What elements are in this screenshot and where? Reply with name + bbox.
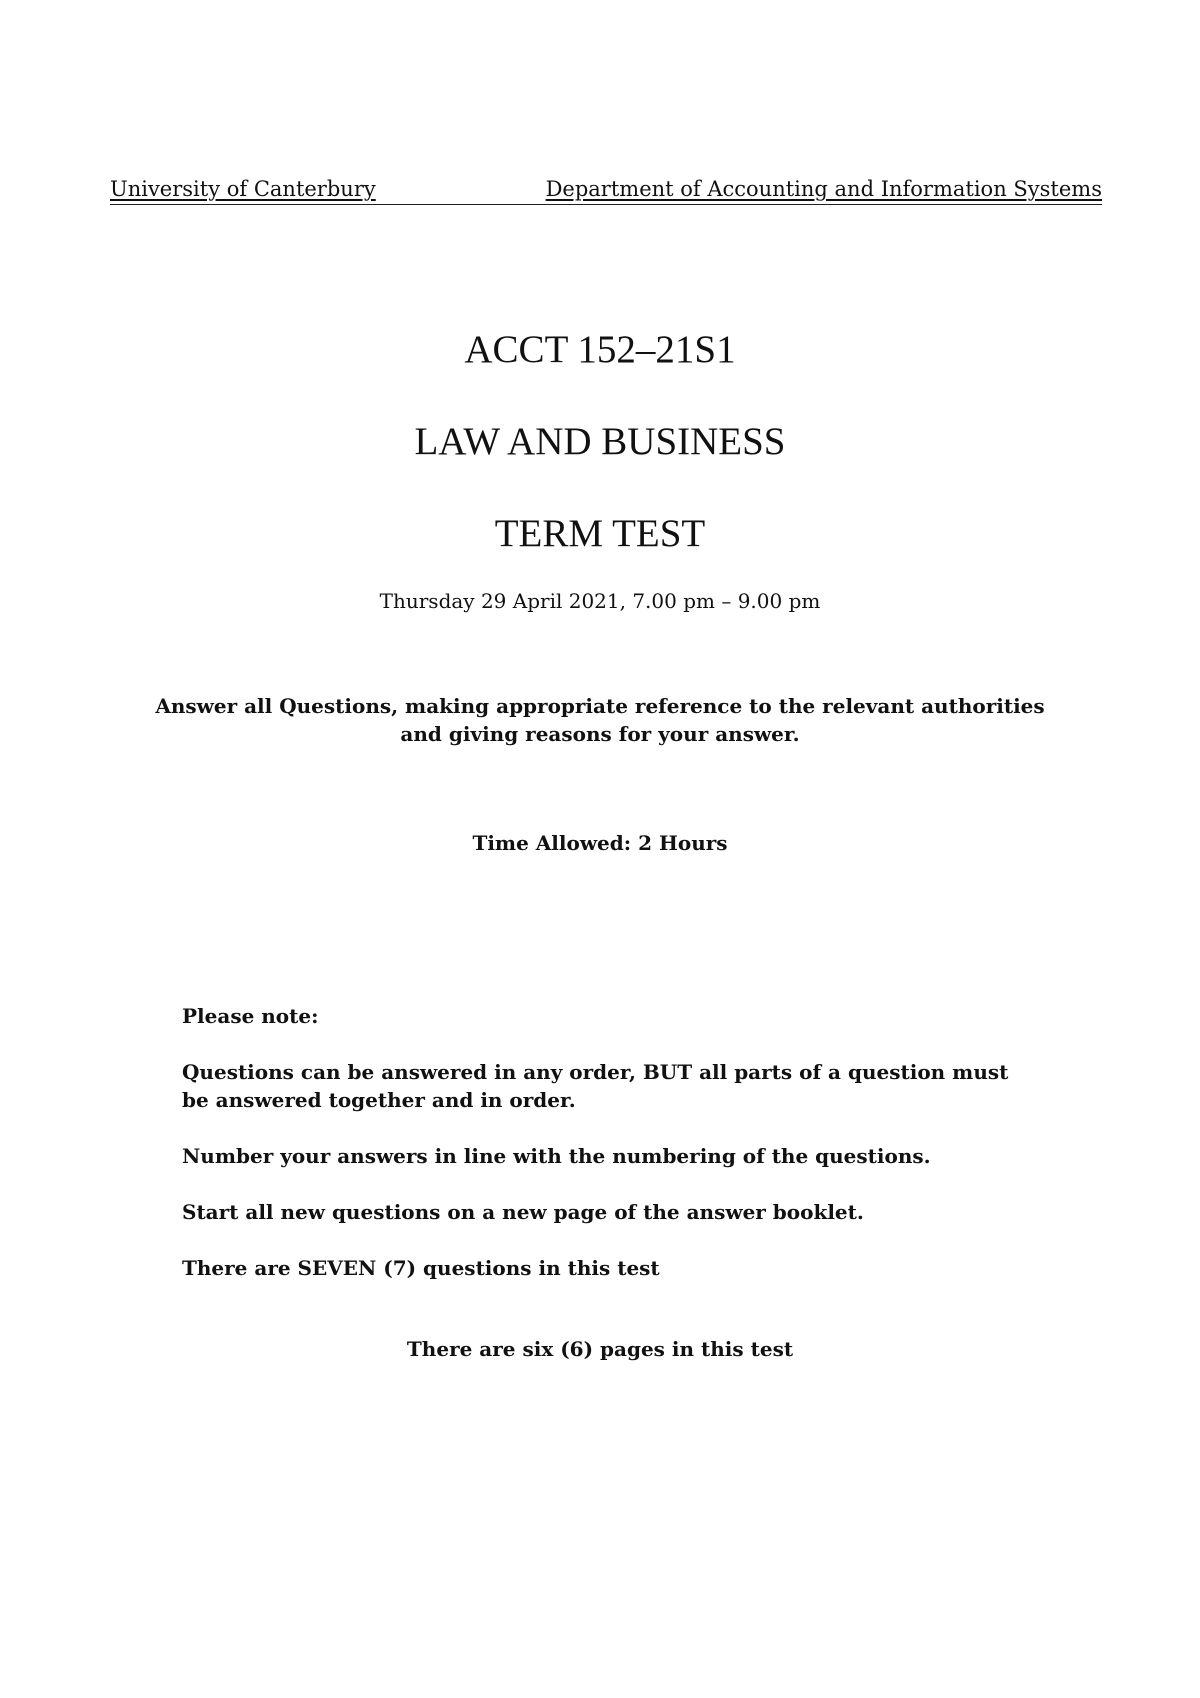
course-name-title: LAW AND BUSINESS [414,420,786,463]
time-allowed: Time Allowed: 2 Hours [472,831,728,855]
page-header [110,172,1102,205]
note-item: Number your answers in line with the numbering of the questions. [182,1144,931,1168]
notes-block [182,1002,1042,1310]
page-count-note: There are six (6) pages in this test [406,1337,794,1361]
note-item: Start all new questions on a new page of the answer booklet. [182,1200,864,1224]
test-name-title: TERM TEST [494,512,706,555]
course-code-title: ACCT 152–21S1 [464,328,736,371]
university-name: University of Canterbury [110,177,376,201]
instructions-line-2: and giving reasons for your answer. [400,722,800,746]
department-name: Department of Accounting and Information Systems [545,177,1102,201]
instructions-block [0,692,1200,748]
test-date: Thursday 29 April 2021, 7.00 pm – 9.00 pm [379,589,821,613]
note-item: Questions can be answered in any order, BUT all parts of a question must be answered together and in order. [182,1060,1009,1112]
instructions-line-1: Answer all Questions, making appropriate reference to the relevant authorities [155,694,1045,718]
note-item: There are SEVEN (7) questions in this test [182,1256,660,1280]
notes-heading: Please note: [182,1004,319,1028]
